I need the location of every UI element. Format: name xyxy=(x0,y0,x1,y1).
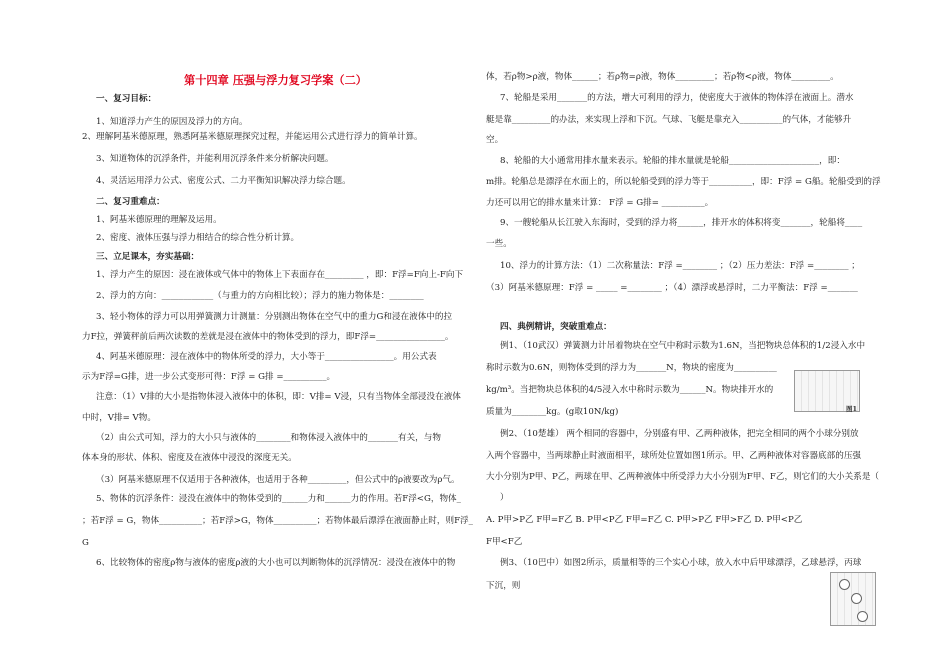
left-line: G xyxy=(82,538,89,548)
left-line: 5、物体的沉浮条件：浸没在液体中的物体受到的______力和______力的作用。若F浮<G，物体_ xyxy=(96,494,461,504)
right-line: 10、浮力的计算方法：（1）二次称量法：F浮 =________ ；（2）压力差法：F浮 =________ ； xyxy=(500,261,860,271)
left-line: 6、比较物体的密度ρ物与液体的密度ρ液的大小也可以判断物体的沉浮情况：浸没在液体中的物 xyxy=(96,558,456,568)
left-line: （2）由公式可知，浮力的大小只与液体的________和物体浸入液体中的_______有关，与物 xyxy=(96,433,441,443)
right-line: 体，若ρ物>ρ液，物体______；若ρ物=ρ液，物体_________；若ρ物<ρ液，物体_________。 xyxy=(486,72,839,82)
right-line: F甲<F乙 xyxy=(486,537,523,547)
right-line: 四、典例精讲，突破重难点： xyxy=(500,322,612,332)
right-line: 称时示数为0.6N，则物体受到的浮力为_______N，物块的密度为__________ xyxy=(486,363,777,373)
left-line: 1、浮力产生的原因：浸在液体或气体中的物体上下表面存在_________ ，即：F浮=F向上-F向下 xyxy=(96,270,464,280)
right-line: 力还可以用它的排水量来计算： F浮 = G排= __________。 xyxy=(486,198,714,208)
right-line: 下沉，则 xyxy=(486,581,521,591)
right-line: A. P甲>P乙 F甲=F乙 B. P甲<P乙 F甲=F乙 C. P甲>P乙 F甲>F乙 D. P甲<P乙 xyxy=(486,515,803,525)
left-line: 2、密度、液体压强与浮力相结合的综合性分析计算。 xyxy=(96,233,300,243)
right-line: 9、一艘轮船从长江驶入东海时，受到的浮力将______，排开水的体积将变_______，轮船将____ xyxy=(500,218,863,228)
right-line: kg/m³。当把物块总体积的4/5浸入水中称时示数为______N。物块排开水的 xyxy=(486,385,774,395)
left-line: 中时，V排= V物。 xyxy=(82,413,156,423)
ball-sunk xyxy=(857,611,868,622)
left-line: 三、立足课本，夯实基础： xyxy=(96,252,200,262)
left-line: 力F拉，弹簧秤前后两次读数的差就是浸在液体中的物体受到的浮力，即F浮=________________。 xyxy=(82,332,454,342)
right-line: 例3、（10巴中）如图2所示，质量相等的三个实心小球，放入水中后甲球漂浮，乙球悬浮，丙球 xyxy=(500,558,862,568)
left-line: 体本身的形状、体积、密度及在液体中浸没的深度无关。 xyxy=(82,453,297,463)
left-line: 2、浮力的方向：____________（与重力的方向相比较）；浮力的施力物体是：________ xyxy=(96,291,424,301)
left-line: 注意：（1）V排的大小是指物体浸入液体中的体积，即：V排= V浸，只有当物体全部浸没在液体 xyxy=(96,392,461,402)
right-line: （3）阿基米德原理：F浮 = _____ =________ ；（4）漂浮或悬浮时，二力平衡法：F浮 =_______ xyxy=(486,283,858,293)
left-line: ；若F浮 = G，物体__________；若F浮>G，物体__________；若物体最后漂浮在液面静止时，则F浮_ xyxy=(82,516,473,526)
right-line: 一些。 xyxy=(486,239,512,249)
left-line: 1、阿基米德原理的理解及运用。 xyxy=(96,215,222,225)
ball-floating xyxy=(839,579,850,590)
left-line: 一、复习目标： xyxy=(96,94,157,104)
right-line: 例2、（10楚雄） 两个相同的容器中，分别盛有甲、乙两种液体，把完全相同的两个小球分别放 xyxy=(500,429,859,439)
right-line: m排。轮船总是漂浮在水面上的，所以轮船受到的浮力等于__________，即：F浮 = G船。轮船受到的浮 xyxy=(486,177,881,187)
right-line: 8、轮船的大小通常用排水量来表示。轮船的排水量就是轮船_____________________，即： xyxy=(500,156,845,166)
ball-suspended xyxy=(851,593,862,604)
page-title: 第十四章 压强与浮力复习学案（二） xyxy=(184,73,367,87)
right-line: 艇是靠_________的办法，来实现上浮和下沉。气球、飞艇是靠充入__________的气体，才能够升 xyxy=(486,115,852,125)
right-line: 例1、（10武汉）弹簧测力计吊着物块在空气中称时示数为1.6N，当把物块总体积的1/2浸入水中 xyxy=(500,341,866,351)
right-line: 空。 xyxy=(486,135,504,145)
left-line: 1、知道浮力产生的原因及浮力的方向。 xyxy=(96,117,248,127)
left-line: （3）阿基米德原理不仅适用于各种液体，也适用于各种_________，但公式中的ρ液要改为ρ气。 xyxy=(96,475,460,485)
left-line: 二、复习重难点： xyxy=(96,197,165,207)
left-line: 2、理解阿基米德原理，熟悉阿基米德原理探究过程，并能运用公式进行浮力的简单计算。 xyxy=(82,132,423,142)
figure-2 xyxy=(830,572,876,626)
left-line: 4、灵活运用浮力公式、密度公式、二力平衡知识解决浮力综合题。 xyxy=(96,176,351,186)
left-line: 3、轻小物体的浮力可以用弹簧测力计测量：分别测出物体在空气中的重力G和浸在液体中的拉 xyxy=(96,312,453,322)
right-line: 质量为________kg。(g取10N/kg) xyxy=(486,407,619,417)
left-line: 4、阿基米德原理：浸在液体中的物体所受的浮力，大小等于________________。用公式表 xyxy=(96,352,437,362)
right-line: 7、轮船是采用_______的方法，增大可利用的浮力，使密度大于液体的物体浮在液面上。潜水 xyxy=(500,93,854,103)
left-line: 示为F浮=G排，进一步公式变形可得：F浮 = G排 =__________。 xyxy=(82,372,336,382)
right-line: ） xyxy=(500,493,509,503)
right-line: 大小分别为P甲、P乙，两球在甲、乙两种液体中所受浮力大小分别为F甲、F乙，则它们的大小关系是（ xyxy=(486,472,880,482)
left-line: 3、知道物体的沉浮条件，并能利用沉浮条件来分析解决问题。 xyxy=(96,154,334,164)
figure-1-label: 图1 xyxy=(845,404,857,413)
figure-1 xyxy=(794,370,860,412)
right-line: 入两个容器中，当两球静止时液面相平，球所处位置如图1所示。甲、乙两种液体对容器底部的压强 xyxy=(486,451,862,461)
